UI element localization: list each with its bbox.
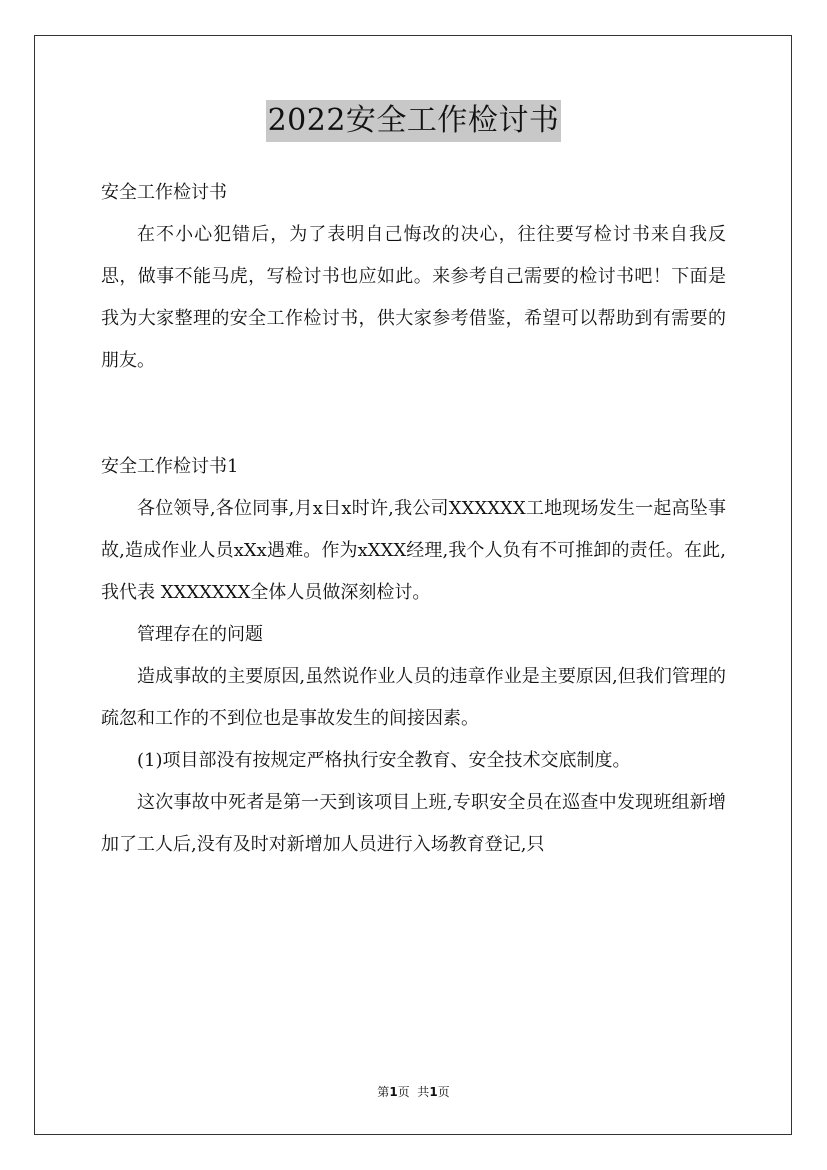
section-gap bbox=[101, 382, 726, 446]
document-title: 2022安全工作检讨书 bbox=[266, 100, 562, 142]
page-footer bbox=[0, 1083, 827, 1100]
section-title: 安全工作检讨书1 bbox=[101, 456, 239, 477]
footer-page-total: 1 bbox=[429, 1085, 438, 1099]
body-paragraph: 管理存在的问题 bbox=[137, 624, 263, 645]
footer-page-prefix: 第 bbox=[377, 1085, 390, 1099]
subtitle: 安全工作检讨书 bbox=[101, 182, 227, 203]
body-paragraph: (1)项目部没有按规定严格执行安全教育、安全技术交底制度。 bbox=[137, 750, 631, 771]
footer-page-suffix: 页 bbox=[437, 1085, 450, 1099]
body-paragraph: 这次事故中死者是第一天到该项目上班,专职安全员在巡查中发现班组新增加了工人后,没有及时对新增加人员进行入场教育登记,只 bbox=[101, 792, 726, 855]
intro-paragraph: 在不小心犯错后，为了表明自己悔改的决心，往往要写检讨书来自我反思，做事不能马虎，写检讨书也应如此。来参考自己需要的检讨书吧！下面是我为大家整理的安全工作检讨书，供大家参考借鉴，希望可以帮助到有需要的朋友。 bbox=[101, 224, 726, 371]
title-wrap bbox=[0, 100, 827, 142]
body-paragraph: 各位领导,各位同事,月x日x时许,我公司XXXXXX工地现场发生一起高坠事故,造成作业人员xXx遇难。作为xXXX经理,我个人负有不可推卸的责任。在此,我代表 XXXXXXX全体人员做深刻检讨。 bbox=[101, 498, 726, 603]
document-body bbox=[101, 172, 726, 866]
body-paragraph: 造成事故的主要原因,虽然说作业人员的违章作业是主要原因,但我们管理的疏忽和工作的不到位也是事故发生的间接因素。 bbox=[101, 666, 726, 729]
footer-page-mid: 页 共 bbox=[397, 1085, 430, 1099]
footer-page-current: 1 bbox=[389, 1085, 398, 1099]
